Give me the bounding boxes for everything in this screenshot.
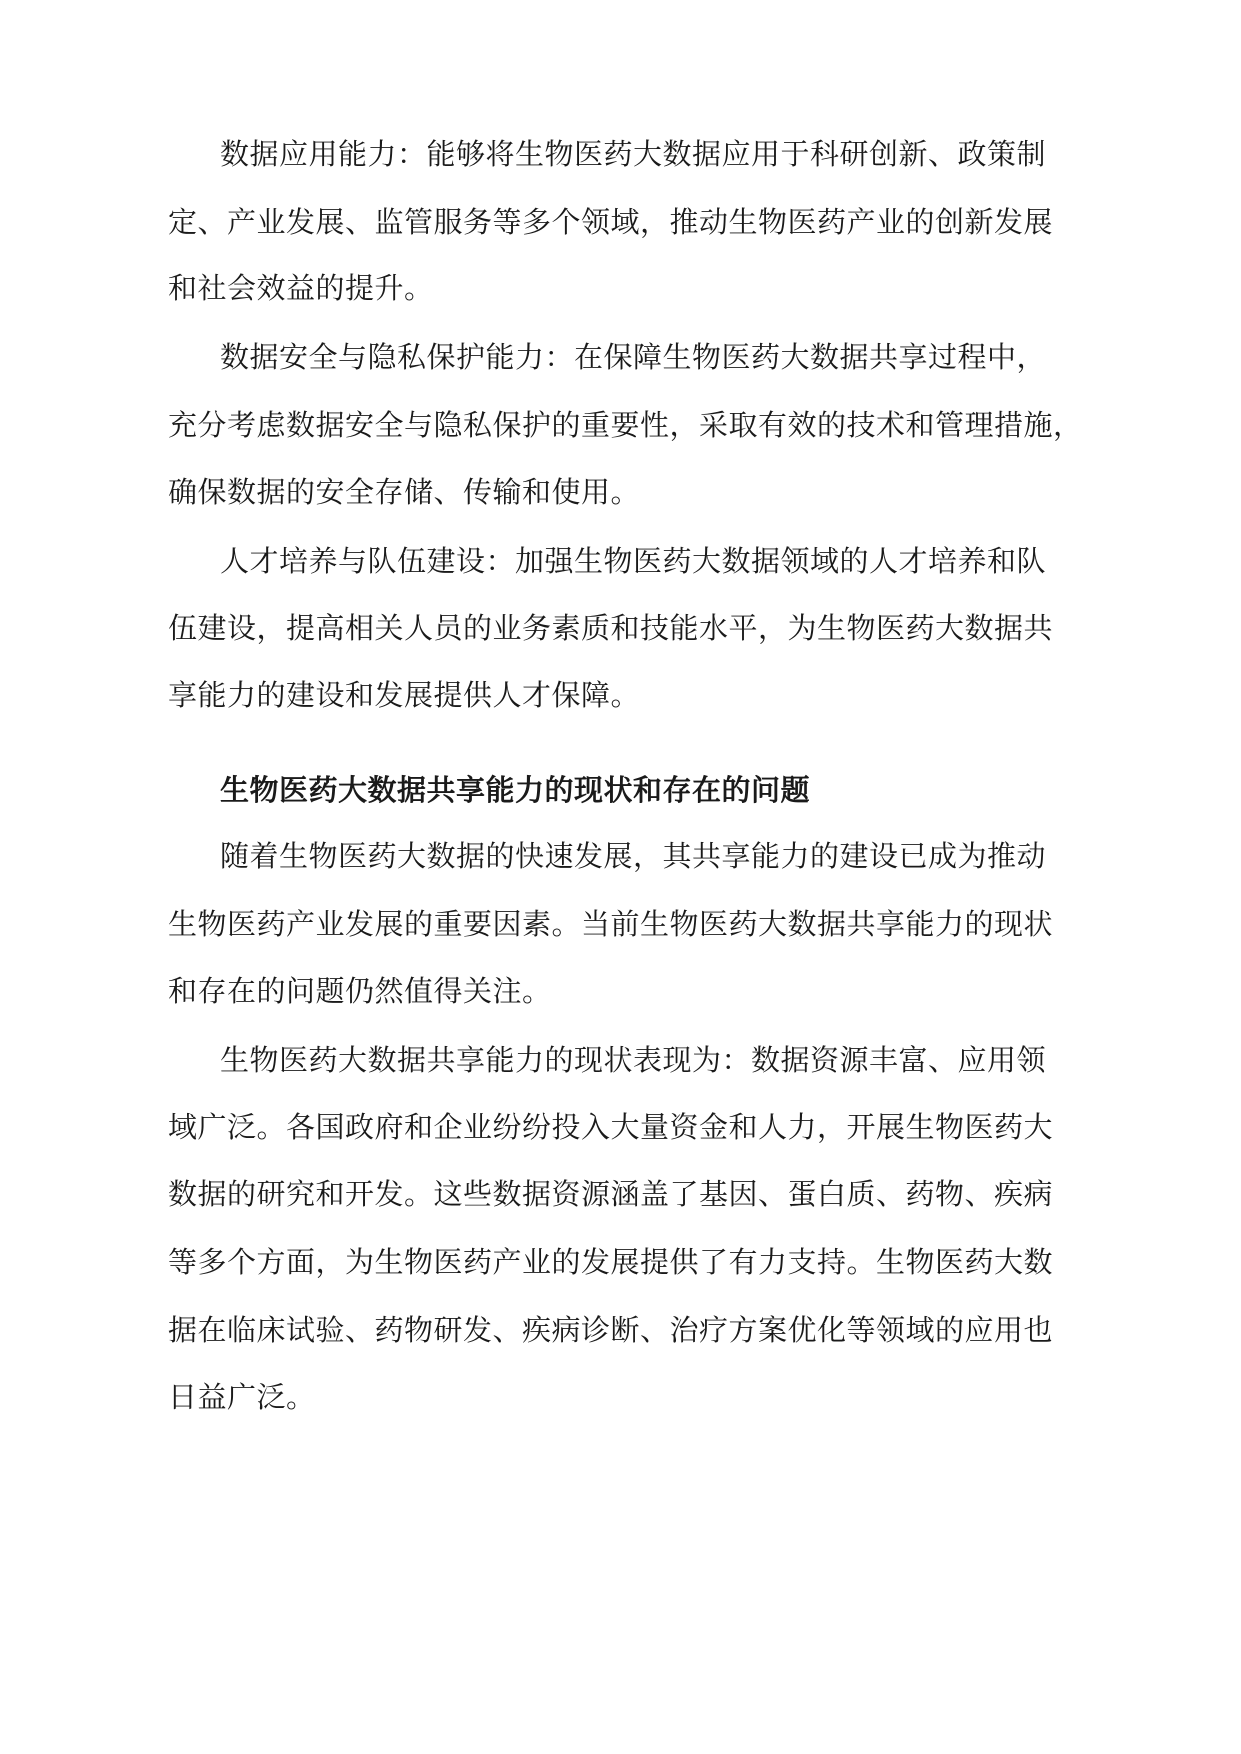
paragraph-line: 随着生物医药大数据的快速发展，其共享能力的建设已成为推动	[220, 839, 1047, 873]
paragraph-line: 数据的研究和开发。这些数据资源涵盖了基因、蛋白质、药物、疾病	[168, 1177, 1054, 1211]
paragraph-line: 域广泛。各国政府和企业纷纷投入大量资金和人力，开展生物医药大	[168, 1110, 1054, 1144]
paragraph-line: 数据安全与隐私保护能力：在保障生物医药大数据共享过程中，	[220, 340, 1047, 374]
paragraph-line: 人才培养与队伍建设：加强生物医药大数据领域的人才培养和队	[220, 544, 1047, 578]
paragraph-line: 数据应用能力：能够将生物医药大数据应用于科研创新、政策制	[220, 137, 1047, 171]
paragraph-line: 和社会效益的提升。	[168, 271, 434, 305]
paragraph-line: 生物医药产业发展的重要因素。当前生物医药大数据共享能力的现状	[168, 907, 1054, 941]
paragraph-line: 和存在的问题仍然值得关注。	[168, 974, 552, 1008]
paragraph-line: 定、产业发展、监管服务等多个领域，推动生物医药产业的创新发展	[168, 205, 1054, 239]
paragraph-line: 日益广泛。	[168, 1380, 316, 1414]
paragraph-line: 充分考虑数据安全与隐私保护的重要性，采取有效的技术和管理措施，	[168, 408, 1083, 442]
section-heading: 生物医药大数据共享能力的现状和存在的问题	[220, 773, 811, 807]
paragraph-line: 生物医药大数据共享能力的现状表现为：数据资源丰富、应用领	[220, 1043, 1047, 1077]
paragraph-line: 据在临床试验、药物研发、疾病诊断、治疗方案优化等领域的应用也	[168, 1313, 1054, 1347]
paragraph-line: 确保数据的安全存储、传输和使用。	[168, 475, 641, 509]
paragraph-line: 伍建设，提高相关人员的业务素质和技能水平，为生物医药大数据共	[168, 611, 1054, 645]
paragraph-line: 享能力的建设和发展提供人才保障。	[168, 678, 641, 712]
paragraph-line: 等多个方面，为生物医药产业的发展提供了有力支持。生物医药大数	[168, 1245, 1054, 1279]
